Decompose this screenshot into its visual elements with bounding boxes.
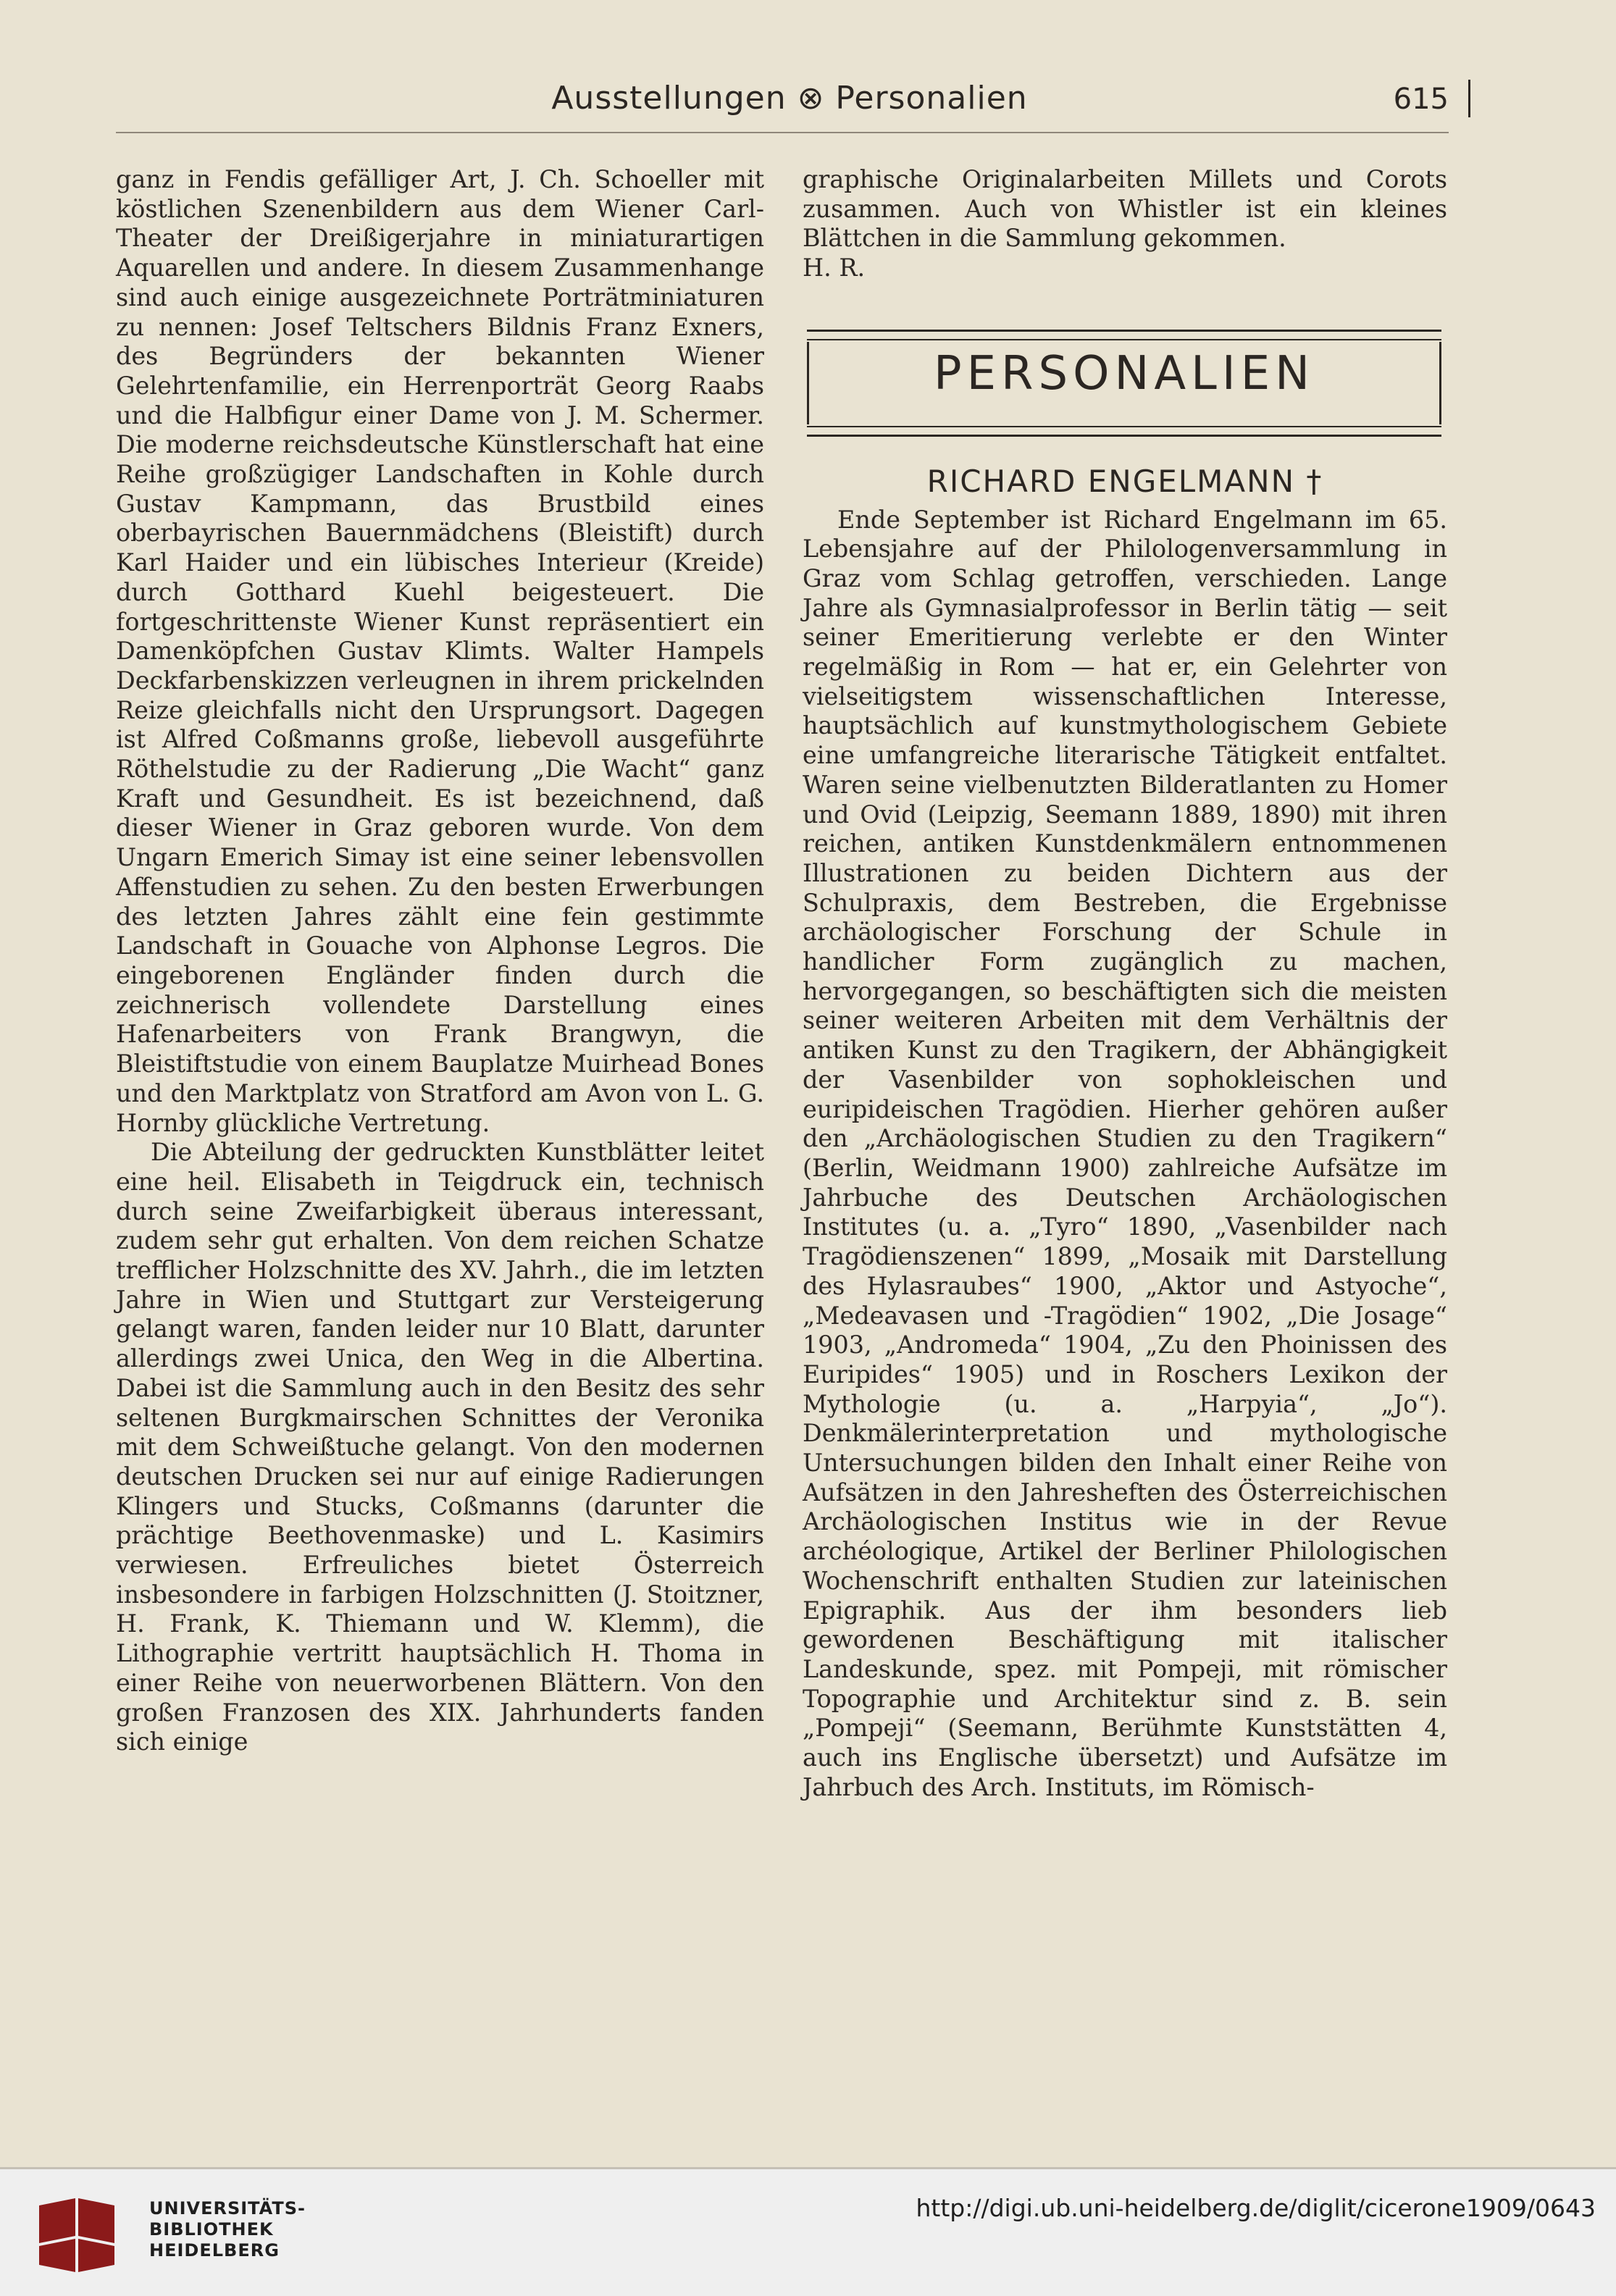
author-signature: H. R.	[803, 254, 866, 282]
article-title: RICHARD ENGELMANN †	[926, 463, 1323, 499]
running-head	[109, 80, 1470, 130]
right-continuation: graphische Originalarbeiten Millets und Corots zusammen. Auch von Whistler ist ein kleines Blättchen in die Sammlung gekommen.	[803, 165, 1447, 253]
library-name: UNIVERSITÄTS- BIBLIOTHEK HEIDELBERG	[149, 2198, 306, 2261]
section-heading: PERSONALIEN	[934, 346, 1315, 401]
page-number: 615	[1393, 83, 1449, 116]
page-edge-mark	[1468, 80, 1470, 117]
left-paragraph-2: Die Abteilung der gedruckten Kunstblätter leitet eine heil. Elisabeth in Teigdruck ein, technisch durch seine Zweifarbigkeit überaus interessant, zudem sehr gut erhalten. Von dem reichen Schatze trefflicher Holzschnitte des XV. Jahrh., die im letzten Jahre in Wien und Stuttgart zur Versteigerung gelangt waren, fanden leider nur 10 Blatt, darunter allerdings zwei Unica, den Weg in die Albertina. Dabei ist die Sammlung auch in den Besitz des sehr seltenen Burgkmairschen Schnittes der Veronika mit dem Schweißtuche gelangt. Von den modernen deutschen Drucken sei nur auf einige Radierungen Klingers und Stucks, Coßmanns (darunter die prächtige Beethovenmaske) und L. Kasimirs verwiesen. Erfreuliches bietet Österreich insbesondere in farbigen Holzschnitten (J. Stoitzner, H. Frank, K. Thiemann und W. Klemm), die Lithographie vertritt hauptsächlich H. Thoma in einer Reihe von neuerworbenen Blättern. Von den großen Franzosen des XIX. Jahrhunderts fanden sich einige	[116, 1138, 764, 1756]
footer-bar	[0, 2169, 1616, 2296]
header-rule	[116, 132, 1449, 133]
right-column	[803, 165, 1447, 1802]
section-heading-box	[807, 330, 1441, 437]
running-title: Ausstellungen ⊗ Personalien	[551, 80, 1028, 117]
left-paragraph-1: ganz in Fendis gefälliger Art, J. Ch. Schoeller mit köstlichen Szenenbildern aus dem Wiener Carl-Theater der Dreißigerjahre in miniaturartigen Aquarellen und andere. In diesem Zusammenhange sind auch einige ausgezeichnete Porträtminiaturen zu nennen: Josef Teltschers Bildnis Franz Exners, des Begründers der bekannten Wiener Gelehrtenfamilie, ein Herrenporträt Georg Raabs und die Halbfigur einer Dame von J. M. Schermer. Die moderne reichsdeutsche Künstlerschaft hat eine Reihe großzügiger Landschaften in Kohle durch Gustav Kampmann, das Brustbild eines oberbayrischen Bauernmädchens (Bleistift) durch Karl Haider und ein lübisches Interieur (Kreide) durch Gotthard Kuehl beigesteuert. Die fortgeschrittenste Wiener Kunst repräsentiert ein Damenköpfchen Gustav Klimts. Walter Hampels Deckfarbenskizzen verleugnen in ihrem prickelnden Reize gleichfalls nicht den Ursprungsort. Dagegen ist Alfred Coßmanns große, liebevoll ausgeführte Röthelstudie zu der Radierung „Die Wacht“ ganz Kraft und Gesundheit. Es ist bezeichnend, daß dieser Wiener in Graz geboren wurde. Von dem Ungarn Emerich Simay ist eine seiner lebensvollen Affenstudien zu sehen. Zu den besten Erwerbungen des letzten Jahres zählt eine fein gestimmte Landschaft in Gouache von Alphonse Legros. Die eingeborenen Engländer finden durch die zeichnerisch vollendete Darstellung eines Hafenarbeiters von Frank Brangwyn, die Bleistiftstudie von einem Bauplatze Muirhead Bones und den Marktplatz von Stratford am Avon von L. G. Hornby glückliche Vertretung.	[116, 165, 764, 1137]
source-url[interactable]: http://digi.ub.uni-heidelberg.de/diglit/cicerone1909/0643	[916, 2194, 1596, 2222]
university-library-logo-icon	[33, 2195, 135, 2275]
article-body: Ende September ist Richard Engelmann im 65. Lebensjahre auf der Philologenversammlung in Graz vom Schlag getroffen, verschieden. Lange Jahre als Gymnasialprofessor in Berlin tätig — seit seiner Emeritierung verlebte er den Winter regelmäßig in Rom — hat er, ein Gelehrter von vielseitigstem wissenschaftlichen Interesse, hauptsächlich auf kunstmythologischem Gebiete eine umfangreiche literarische Tätigkeit entfaltet. Waren seine vielbenutzten Bilderatlanten zu Homer und Ovid (Leipzig, Seemann 1889, 1890) mit ihren reichen, antiken Kunstdenkmälern entnommenen Illustrationen zu beiden Dichtern aus der Schulpraxis, dem Bestreben, die Ergebnisse archäologischer Forschung der Schule in handlicher Form zugänglich zu machen, hervorgegangen, so beschäftigten sich die meisten seiner weiteren Arbeiten mit dem Verhältnis der antiken Kunst zu den Tragikern, der Abhängigkeit der Vasenbilder von sophokleischen und euripideischen Tragödien. Hierher gehören außer den „Archäologischen Studien zu den Tragikern“ (Berlin, Weidmann 1900) zahlreiche Aufsätze im Jahrbuche des Deutschen Archäologischen Institutes (u. a. „Tyro“ 1890, „Vasenbilder nach Tragödienszenen“ 1899, „Mosaik mit Darstellung des Hylasraubes“ 1900, „Aktor und Astyoche“, „Medeavasen und -Tragödien“ 1902, „Die Josage“ 1903, „Andromeda“ 1904, „Zu den Phoinissen des Euripides“ 1905) und in Roschers Lexikon der Mythologie (u. a. „Harpyia“, „Jo“). Denkmälerinterpretation und mythologische Untersuchungen bilden den Inhalt einer Reihe von Aufsätzen in den Jahresheften des Österreichischen Archäologischen Institus wie in der Revue archéologique, Artikel der Berliner Philologischen Wochenschrift enthalten Studien zur lateinischen Epigraphik. Aus der ihm besonders lieb gewordenen Beschäftigung mit italischer Landeskunde, spez. mit Pompeji, mit römischer Topographie und Architektur sind z. B. sein „Pompeji“ (Seemann, Berühmte Kunststätten 4, auch ins Englische übersetzt) und Aufsätze im Jahrbuch des Arch. Instituts, im Römisch-	[803, 505, 1447, 1801]
left-column	[116, 165, 764, 1757]
